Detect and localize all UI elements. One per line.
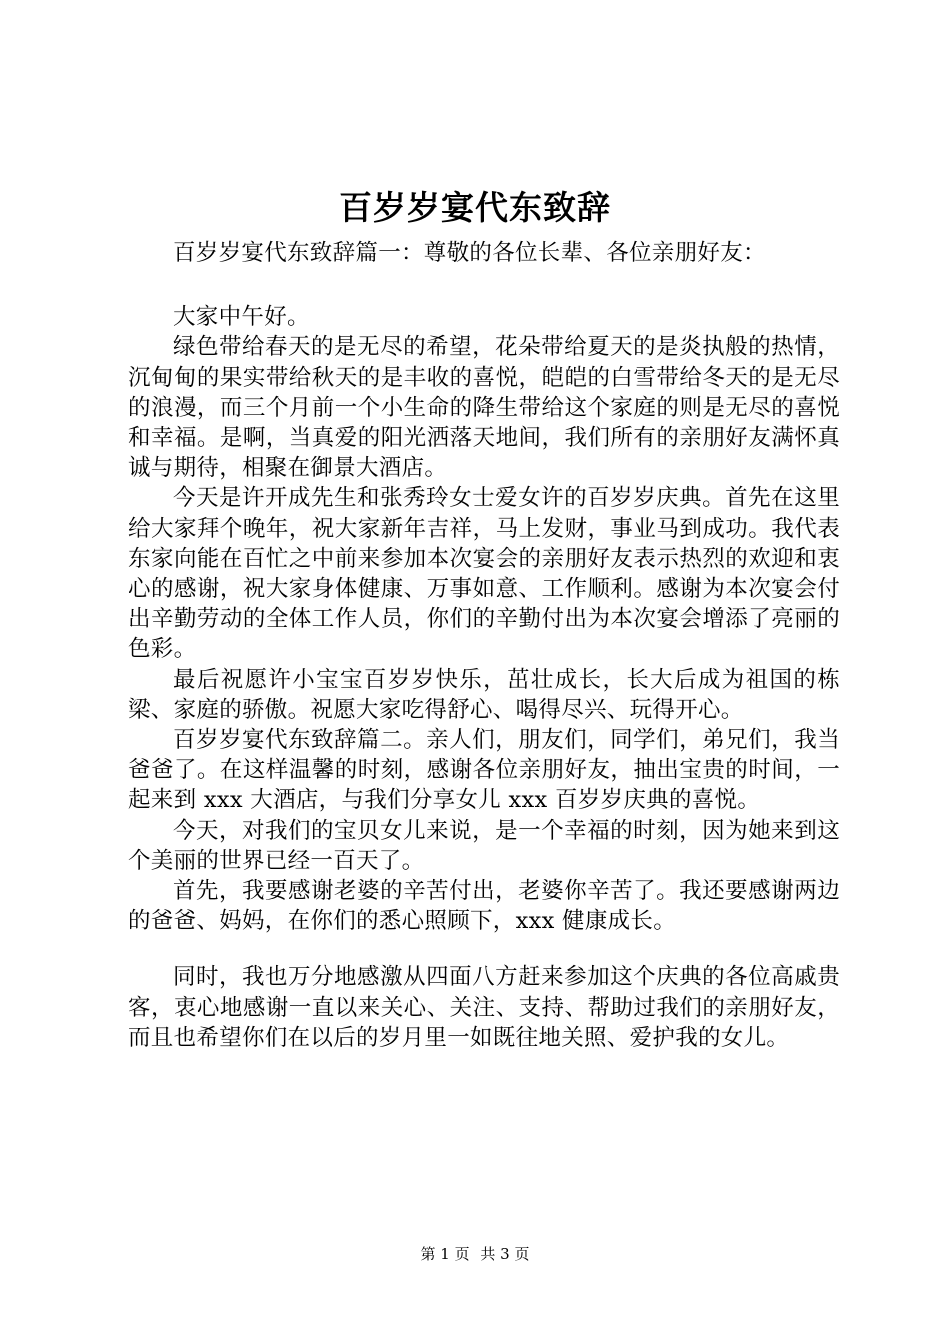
paragraph: 今天是许开成先生和张秀玲女士爱女许的百岁岁庆典。首先在这里给大家拜个晚年，祝大家新年吉祥，马上发财，事业马到成功。我代表东家向能在百忙之中前来参加本次宴会的亲朋好友表示热烈的欢迎和衷心的感谢，祝大家身体健康、万事如意、工作顺利。感谢为本次宴会付出辛勤劳动的全体工作人员，你们的辛勤付出为本次宴会增添了亮丽的色彩。 <box>128 485 840 663</box>
paragraph: 首先，我要感谢老婆的辛苦付出，老婆你辛苦了。我还要感谢两边的爸爸、妈妈，在你们的悉心照顾下，xxx 健康成长。 <box>128 878 840 935</box>
paragraph-greeting: 大家中午好。 <box>173 304 310 331</box>
page-total: 共 3 页 <box>480 1245 530 1263</box>
page-footer <box>0 1244 950 1264</box>
paragraph: 最后祝愿许小宝宝百岁岁快乐，茁壮成长，长大后成为祖国的栋梁、家庭的骄傲。祝愿大家吃得舒心、喝得尽兴、玩得开心。 <box>128 666 840 723</box>
document-body <box>128 238 840 1053</box>
paragraph: 同时，我也万分地感激从四面八方赶来参加这个庆典的各位高戚贵客，衷心地感谢一直以来关心、关注、支持、帮助过我们的亲朋好友，而且也希望你们在以后的岁月里一如既往地关照、爱护我的女儿。 <box>128 964 840 1051</box>
page-number: 第 1 页 <box>420 1245 470 1263</box>
paragraph-intro: 百岁岁宴代东致辞篇一：尊敬的各位长辈、各位亲朋好友： <box>173 240 766 266</box>
paragraph: 今天，对我们的宝贝女儿来说，是一个幸福的时刻，因为她来到这个美丽的世界已经一百天了。 <box>128 817 840 874</box>
document-title: 百岁岁宴代东致辞 <box>339 188 611 227</box>
paragraph: 绿色带给春天的是无尽的希望，花朵带给夏天的是炎执般的热情，沉甸甸的果实带给秋天的是丰收的喜悦，皑皑的白雪带给冬天的是无尽的浪漫，而三个月前一个小生命的降生带给这个家庭的则是无尽的喜悦和幸福。是啊，当真爱的阳光洒落天地间，我们所有的亲朋好友满怀真诚与期待，相聚在御景大酒店。 <box>128 334 840 482</box>
paragraph: 百岁岁宴代东致辞篇二。亲人们，朋友们，同学们，弟兄们，我当爸爸了。在这样温馨的时刻，感谢各位亲朋好友，抽出宝贵的时间，一起来到 xxx 大酒店，与我们分享女儿 xxx 百岁岁庆典的喜悦。 <box>128 727 840 814</box>
